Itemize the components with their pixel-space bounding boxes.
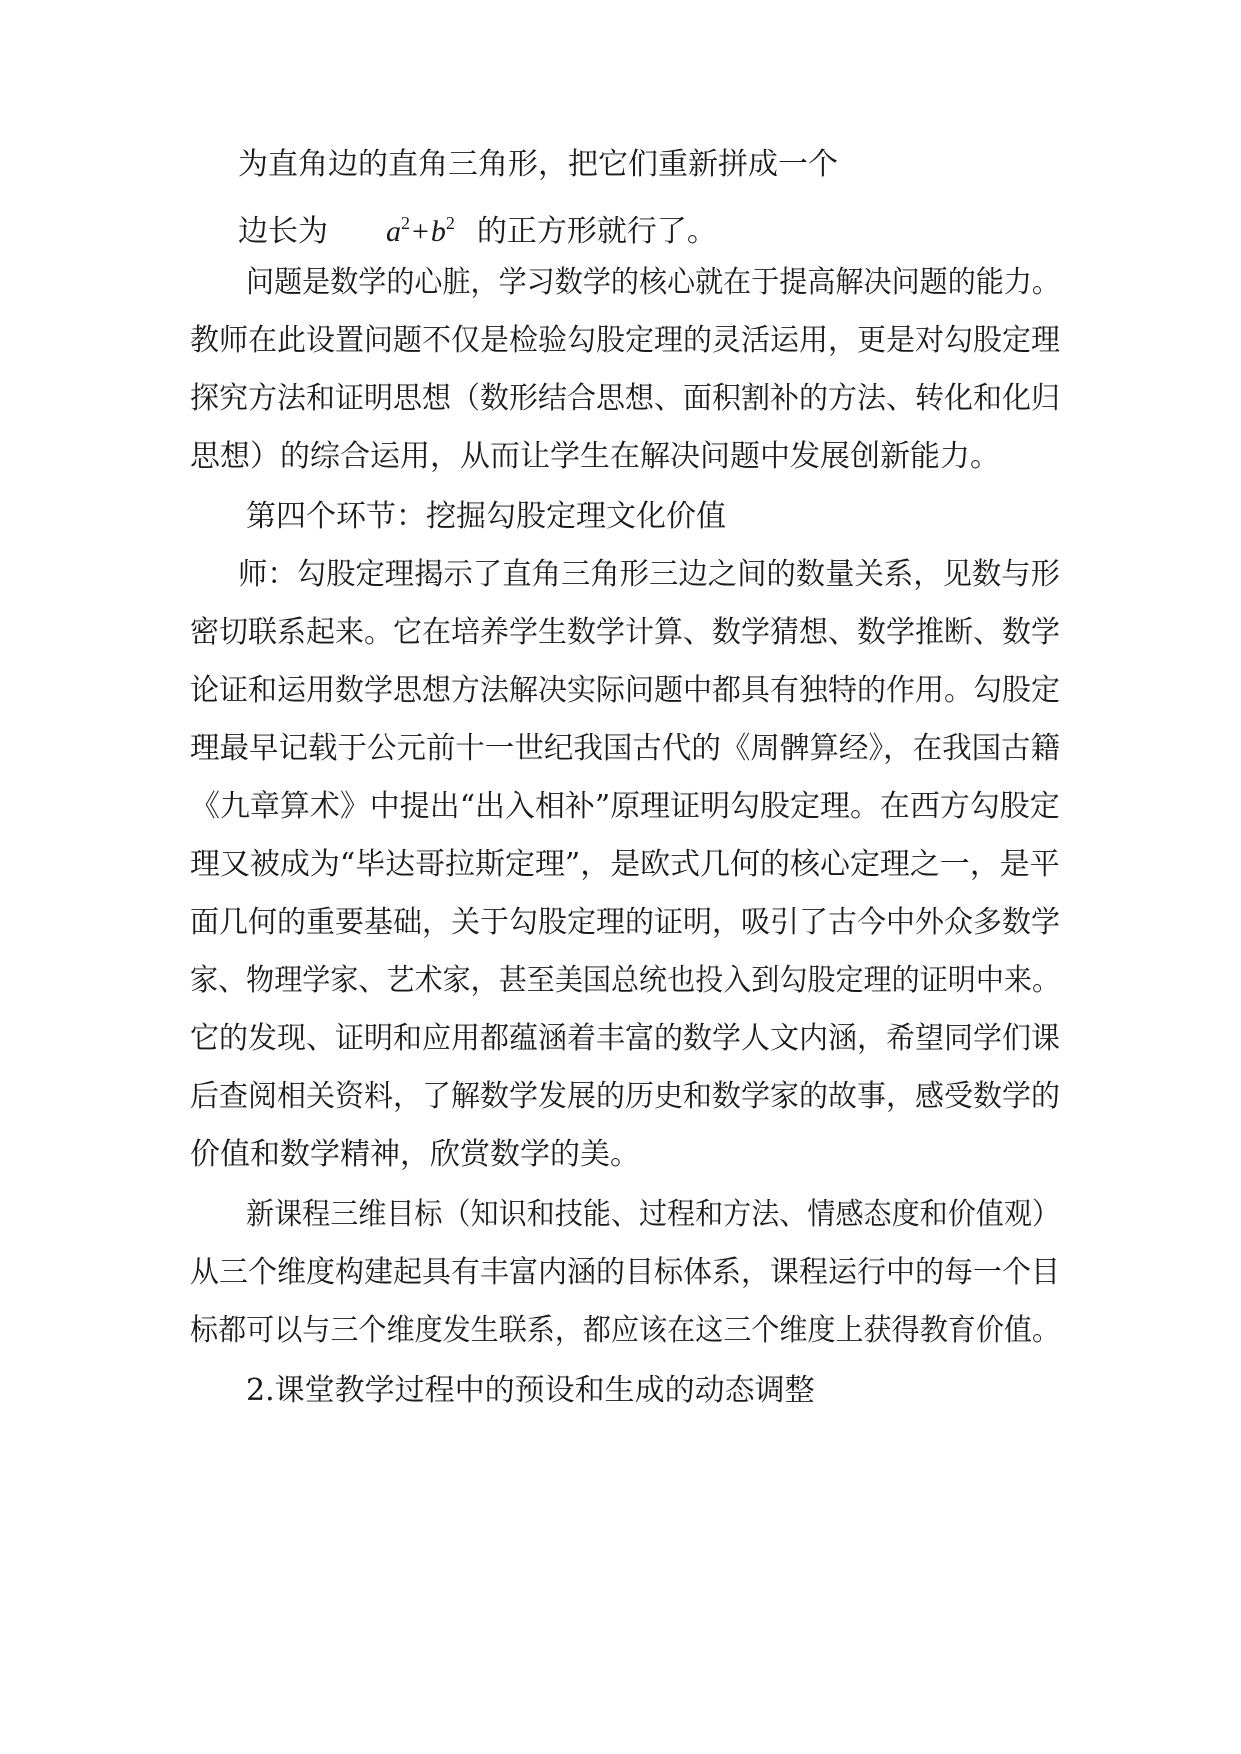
intro-line-2-prefix: 边长为: [238, 214, 328, 249]
section-heading: 第四个环节：挖掘勾股定理文化价值: [246, 499, 726, 534]
teacher-paragraph-line-7: 面几何的重要基础，关于勾股定理的证明，吸引了古今中外众多数学: [190, 905, 1061, 940]
problem-paragraph-line-1: 问题是数学的心脏，学习数学的核心就在于提高解决问题的能力。: [246, 265, 1060, 300]
teacher-paragraph-line-8: 家、物理学家、艺术家，甚至美国总统也投入到勾股定理的证明中来。: [190, 963, 1061, 998]
problem-paragraph-line-3: 探究方法和证明思想（数形结合思想、面积割补的方法、转化和化归: [190, 381, 1061, 416]
formula-a-exponent: 2: [401, 213, 410, 233]
goals-paragraph-line-1: 新课程三维目标（知识和技能、过程和方法、情感态度和价值观）: [246, 1197, 1060, 1232]
formula-a2-plus-b2: [386, 203, 455, 252]
teacher-paragraph-line-11: 价值和数学精神，欣赏数学的美。: [190, 1137, 640, 1172]
subheading: 2.课堂教学过程中的预设和生成的动态调整: [246, 1373, 815, 1408]
problem-paragraph-line-2: 教师在此设置问题不仅是检验勾股定理的灵活运用，更是对勾股定理: [190, 323, 1061, 358]
teacher-paragraph-line-3: 论证和运用数学思想方法解决实际问题中都具有独特的作用。勾股定: [190, 673, 1061, 708]
teacher-paragraph-line-9: 它的发现、证明和应用都蕴涵着丰富的数学人文内涵，希望同学们课: [190, 1021, 1061, 1056]
teacher-paragraph-line-6: 理又被成为“毕达哥拉斯定理”，是欧式几何的核心定理之一，是平: [190, 847, 1060, 882]
problem-paragraph-line-4: 思想）的综合运用，从而让学生在解决问题中发展创新能力。: [190, 439, 1000, 474]
intro-line-2-suffix: 的正方形就行了。: [476, 214, 717, 249]
formula-a: a: [386, 215, 401, 248]
teacher-paragraph-line-4: 理最早记载于公元前十一世纪我国古代的《周髀算经》，在我国古籍: [190, 731, 1061, 766]
teacher-paragraph-line-2: 密切联系起来。它在培养学生数学计算、数学猜想、数学推断、数学: [190, 615, 1061, 650]
intro-line-2: [238, 203, 717, 252]
formula-plus: +: [412, 215, 429, 248]
goals-paragraph-line-3: 标都可以与三个维度发生联系，都应该在这三个维度上获得教育价值。: [190, 1313, 1061, 1348]
teacher-paragraph-line-5: 《九章算术》中提出“出入相补”原理证明勾股定理。在西方勾股定: [190, 789, 1060, 824]
intro-line-1: 为直角边的直角三角形，把它们重新拼成一个: [238, 147, 838, 182]
teacher-paragraph-line-1: 师：勾股定理揭示了直角三角形三边之间的数量关系，见数与形: [238, 557, 1061, 592]
formula-b: b: [430, 215, 446, 248]
goals-paragraph-line-2: 从三个维度构建起具有丰富内涵的目标体系，课程运行中的每一个目: [190, 1255, 1061, 1290]
formula-b-exponent: 2: [445, 213, 455, 233]
teacher-paragraph-line-10: 后查阅相关资料，了解数学发展的历史和数学家的故事，感受数学的: [190, 1079, 1061, 1114]
